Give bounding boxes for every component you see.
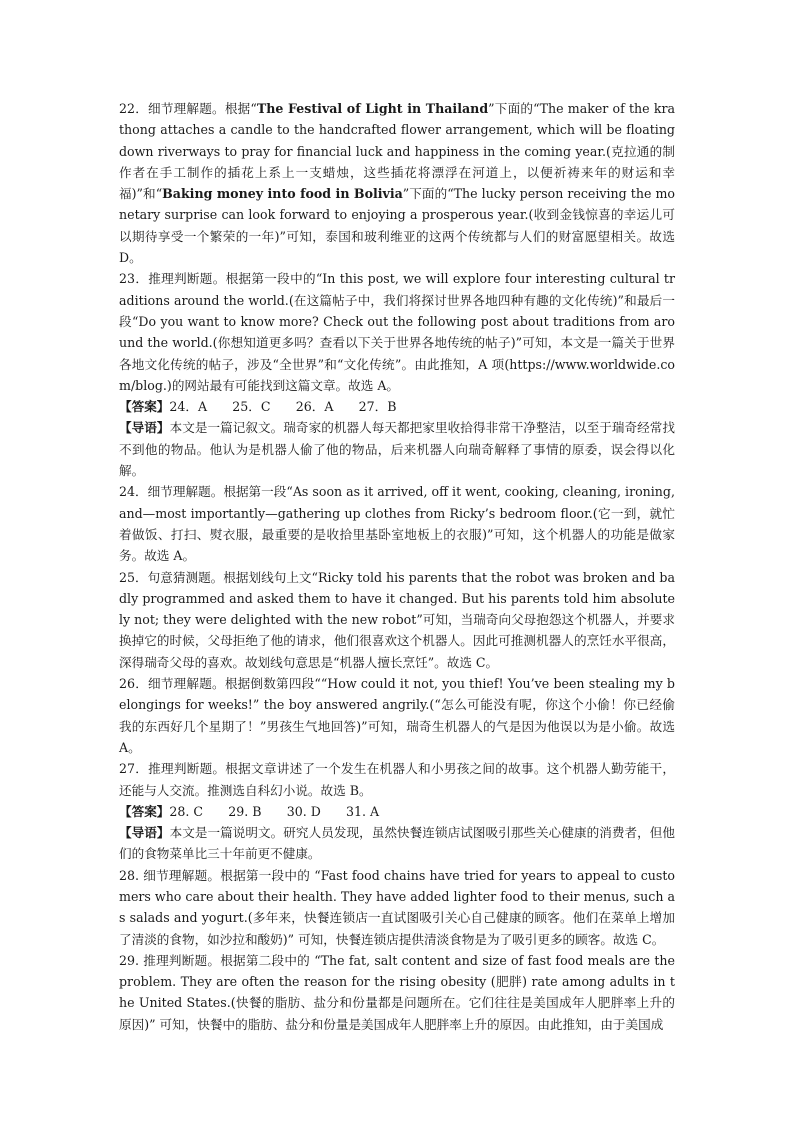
text-run: 28. 细节理解题。根据第一段中的 “Fast food chains have tried for years to appeal to customers who care about their health. They have added lighter food to their menus, such as salads and yogurt.(多年来，快餐连锁店一直试图吸引关心自己健康的顾客。他们在菜单上增加了清淡的食物，如沙拉和酸奶)” 可知，快餐连锁店提供清淡食物是为了吸引更多的顾客。故选 C。	[119, 867, 675, 947]
paragraph	[119, 865, 675, 950]
text-run: 24．细节理解题。根据第一段“As soon as it arrived, off it went, cooking, cleaning, ironing, and—most importantly—gathering up clothes from Ricky’s bedroom floor.(它一到，就忙着做饭、打扫、熨衣服，最重要的是收拾里基卧室地板上的衣服)”可知，这个机器人的功能是做家务。故选 A。	[119, 484, 675, 564]
text-run: 27．推理判断题。根据文章讲述了一个发生在机器人和小男孩之间的故事。这个机器人勤劳能干，还能与人交流。推测选自科幻小说。故选 B。	[119, 761, 675, 798]
text-run: 26．细节理解题。根据倒数第四段““How could it not, you thief! You’ve been stealing my belongings for weeks!” the boy answered angrily.(“怎么可能没有呢，你这个小偷！你已经偷我的东西好几个星期了！”男孩生气地回答)”可知，瑞奇生机器人的气是因为他误以为是小偷。故选 A。	[119, 676, 675, 755]
text-run: 28. C 29. B 30. D 31. A	[169, 803, 380, 819]
text-run: ”下面的“The lucky person receiving the monetary surprise can look forward to enjoying a prosperous year.(收到金钱惊喜的幸运儿可以期待享受一个繁荣的一年)”可知，泰国和玻利维亚的这两个传统都与人们的财富愿望相关。故选 D。	[119, 186, 675, 266]
bold-text: Baking money into food in Bolivia	[162, 186, 403, 202]
text-run: 25．句意猜测题。根据划线句上文“Ricky told his parents that the robot was broken and badly programmed and asked them to have it changed. But his parents told him absolutely not; they were delighted with the new robot”可知，当瑞奇向父母抱怨这个机器人，并要求换掉它的时候，父母拒绝了他的请求，他们很喜欢这个机器人。因此可推测机器人的烹饪水平很高，深得瑞奇父母的喜欢。故划线句意思是“机器人擅长烹饪”。故选 C。	[119, 569, 675, 670]
paragraph	[119, 950, 675, 1035]
text-run: 24．A 25．C 26．A 27．B	[169, 399, 397, 415]
paragraph	[119, 396, 675, 417]
paragraph	[119, 98, 675, 268]
text-run: 29. 推理判断题。根据第二段中的 “The fat, salt content and size of fast food meals are the problem. They are often the reason for the rising obesity (肥胖) rate among adults in the United States.(快餐的脂肪、盐分和份量都是问题所在。它们往往是美国成年人肥胖率上升的原因)” 可知，快餐中的脂肪、盐分和份量是美国成年人肥胖率上升的原因。由此推知，由于美国成	[119, 952, 675, 1032]
bold-text: 【导语】	[119, 420, 170, 436]
paragraph	[119, 567, 675, 673]
paragraph	[119, 801, 675, 822]
bold-text: 【答案】	[119, 803, 170, 819]
text-run: 本文是一篇记叙文。瑞奇家的机器人每天都把家里收拾得非常干净整洁，以至于瑞奇经常找不到他的物品。他认为是机器人偷了他的物品，后来机器人向瑞奇解释了事情的原委，误会得以化解。	[119, 420, 676, 479]
paragraph	[119, 758, 675, 801]
text-run: 本文是一篇说明文。研究人员发现，虽然快餐连锁店试图吸引那些关心健康的消费者，但他们的食物菜单比三十年前更不健康。	[119, 825, 676, 862]
text-run: ”下面的“The maker of the krathong attaches a candle to the handcrafted flower arrangement, which will be floating down riverways to pray for financial luck and happiness in the coming year.(克拉通的制作者在手工制作的插花上系上一支蜡烛，这些插花将漂浮在河道上，以便祈祷来年的财运和幸福)”和“	[119, 101, 675, 202]
text-run: 22．细节理解题。根据“	[119, 101, 257, 116]
paragraph	[119, 673, 675, 758]
answer-explanations	[119, 98, 675, 1035]
bold-text: 【答案】	[119, 399, 170, 415]
paragraph	[119, 481, 675, 566]
paragraph	[119, 417, 675, 481]
bold-text: 【导语】	[119, 825, 170, 841]
bold-text: The Festival of Light in Thailand	[256, 101, 489, 116]
text-run: 23．推理判断题。根据第一段中的“In this post, we will explore four interesting cultural traditions around the world.(在这篇帖子中，我们将探讨世界各地四种有趣的文化传统)”和最后一段“Do you want to know more? Check out the following post about traditions from around the world.(你想知道更多吗？查看以下关于世界各地传统的帖子)”可知，本文是一篇关于世界各地文化传统的帖子，涉及“全世界”和“文化传统”。由此推知，A 项(https://www.worldwide.com/blog.)的网站最有可能找到这篇文章。故选 A。	[119, 271, 675, 393]
paragraph	[119, 822, 675, 865]
paragraph	[119, 268, 675, 396]
document-page	[119, 98, 675, 1035]
